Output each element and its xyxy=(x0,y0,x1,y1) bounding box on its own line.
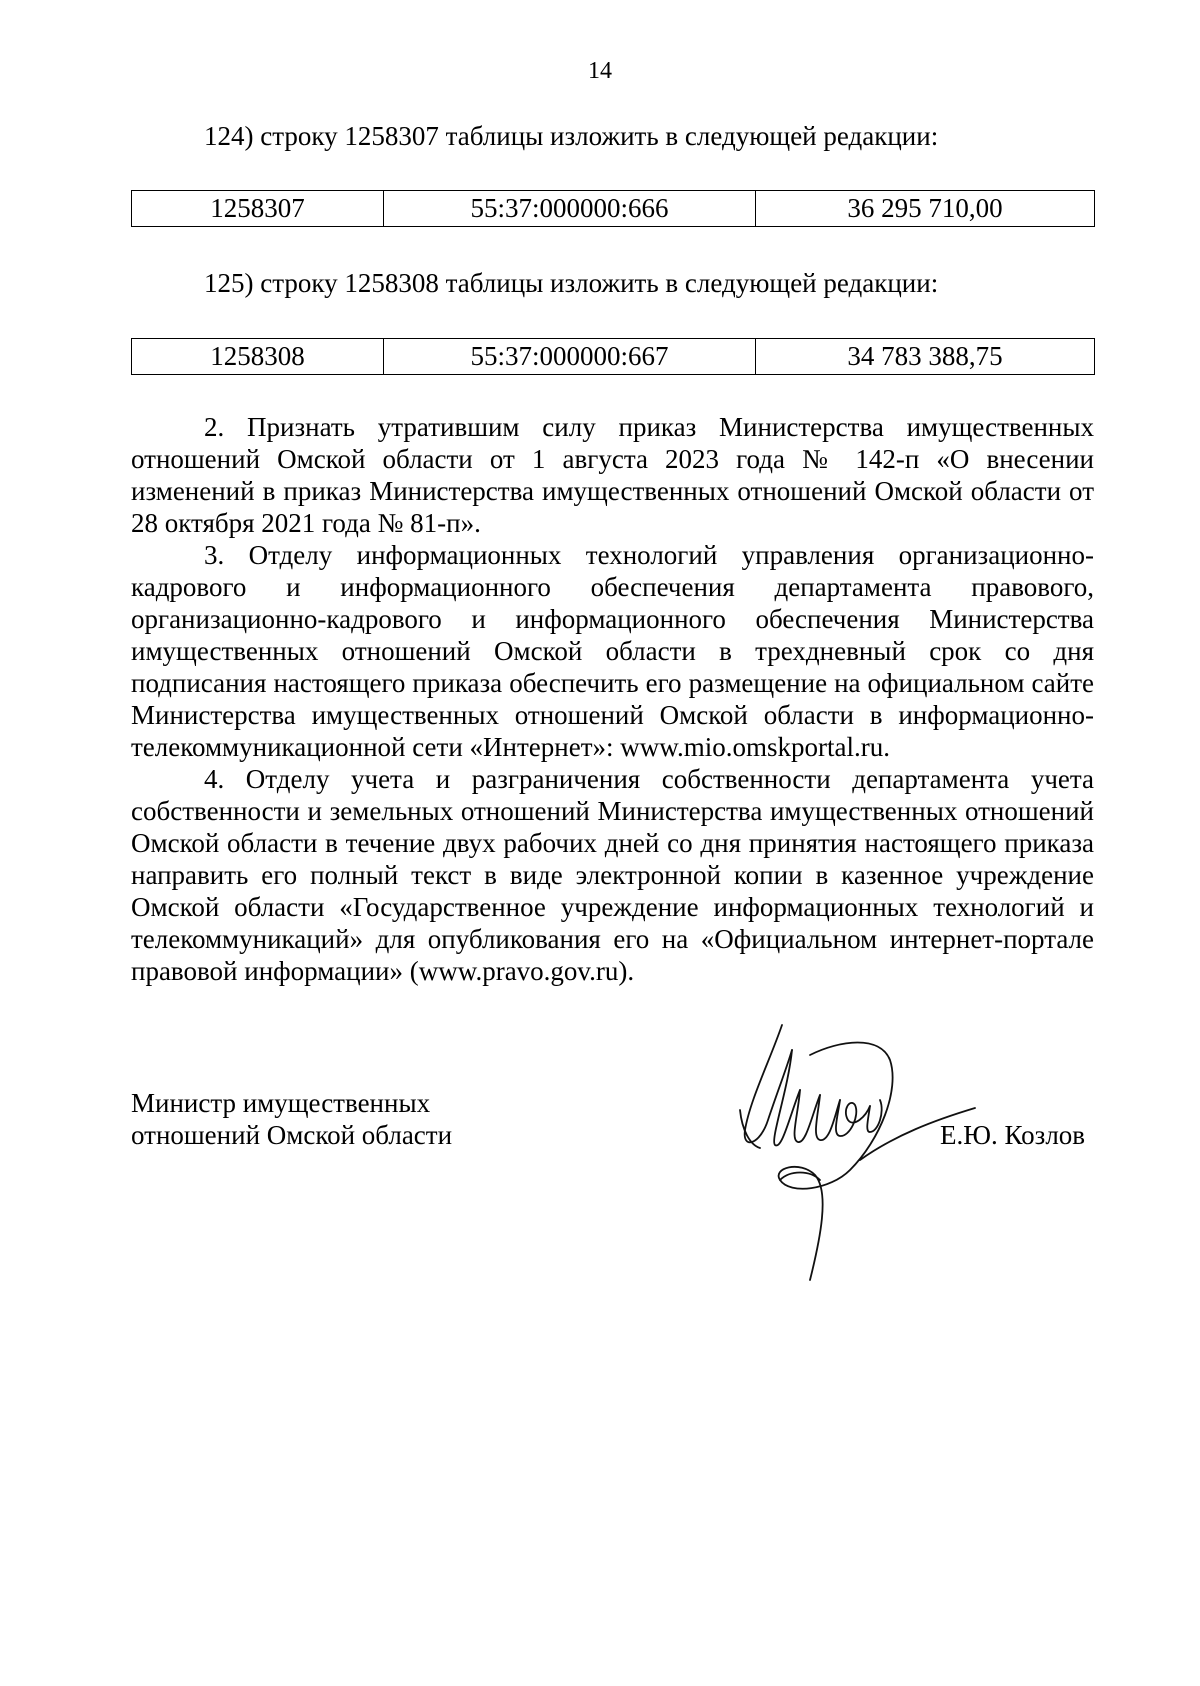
amendment-table xyxy=(131,190,1095,227)
order-body xyxy=(131,411,1094,987)
signatory-title-line: отношений Омской области xyxy=(131,1120,453,1150)
row-code-cell: 1258307 xyxy=(210,193,305,223)
cadastral-number-cell: 55:37:000000:667 xyxy=(384,339,756,375)
table-row xyxy=(132,339,1095,375)
handwritten-signature xyxy=(720,1020,1020,1290)
cadastral-number-cell: 55:37:000000:666 xyxy=(384,191,756,227)
signatory-name: Е.Ю. Козлов xyxy=(940,1120,1086,1150)
signatory-title xyxy=(131,1087,452,1151)
amendment-instruction: 124) строку 1258307 таблицы изложить в следующей редакции: xyxy=(204,121,939,151)
paragraph-2: 2. Признать утратившим силу приказ Министерства имущественных отношений Омской области от 1 августа 2023 года № 142-п «О внесении изменений в приказ Министерства имущественных отношений Омской области от 28 октября 2021 года № 81-п». xyxy=(131,412,1094,538)
row-code-cell: 1258308 xyxy=(210,341,305,371)
paragraph-3: 3. Отделу информационных технологий управления организационно-кадрового и информационного обеспечения департамента правового, организационно-кадрового и информационного обеспечения Министерства имущественных отношений Омской области в трехдневный срок со дня подписания настоящего приказа обеспечить его размещение на официальном сайте Министерства имущественных отношений Омской области в информационно-телекоммуникационной сети «Интернет»: www.mio.omskportal.ru. xyxy=(131,540,1094,762)
signatory-title-line: Министр имущественных xyxy=(131,1088,431,1118)
page-number: 14 xyxy=(588,58,612,84)
amendment-instruction: 125) строку 1258308 таблицы изложить в следующей редакции: xyxy=(204,268,939,298)
value-cell: 34 783 388,75 xyxy=(756,339,1095,375)
value-cell: 36 295 710,00 xyxy=(756,191,1095,227)
table-row xyxy=(132,191,1095,227)
amendment-table xyxy=(131,338,1095,375)
paragraph-4: 4. Отделу учета и разграничения собственности департамента учета собственности и земельных отношений Министерства имущественных отношений Омской области в течение двух рабочих дней со дня принятия настоящего приказа направить его полный текст в виде электронной копии в казенное учреждение Омской области «Государственное учреждение информационных технологий и телекоммуникаций» для опубликования его на «Официальном интернет-портале правовой информации» (www.pravo.gov.ru). xyxy=(131,764,1094,986)
